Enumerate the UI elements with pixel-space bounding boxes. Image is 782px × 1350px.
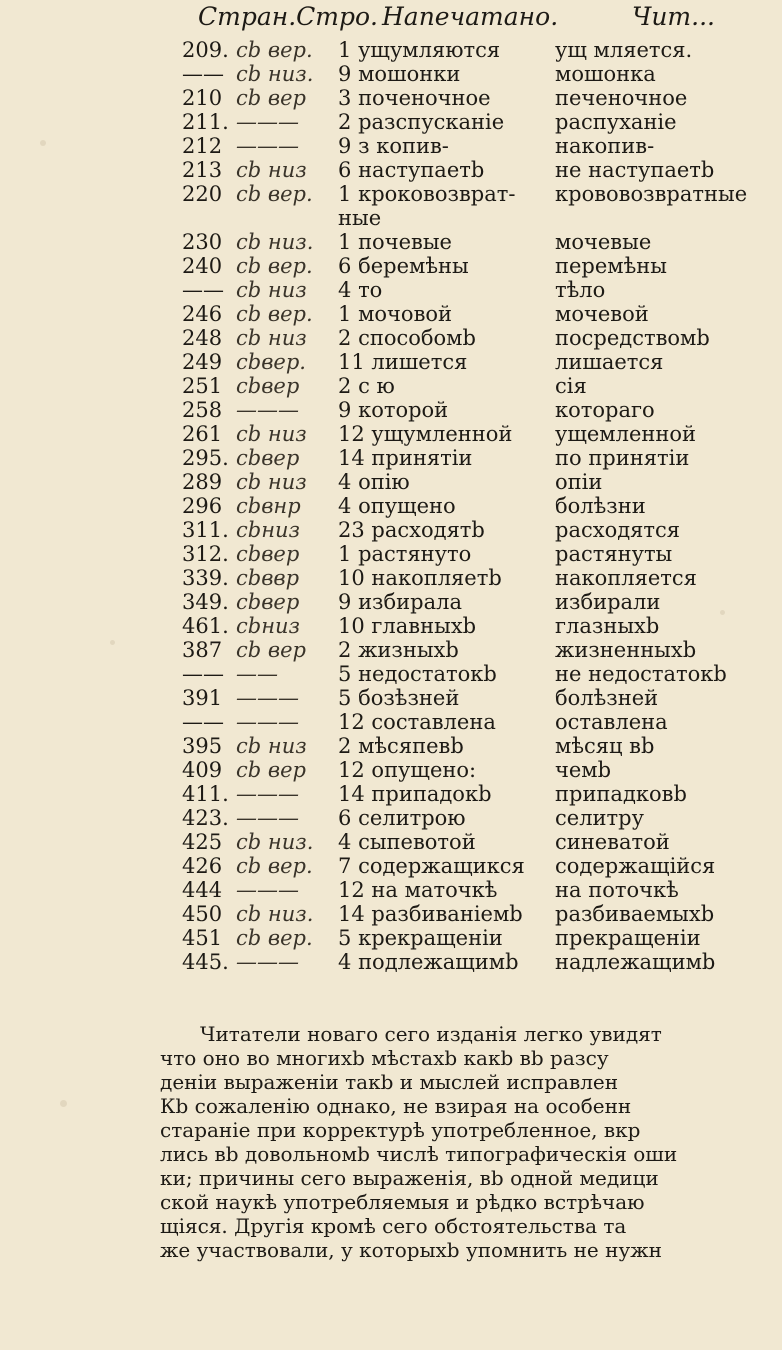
page-number: 240 [182,254,223,278]
line-position: сbввр [236,566,300,590]
errata-row [0,878,782,902]
line-position: сbвер [236,542,300,566]
line-position: —— [236,662,278,686]
line-position: ——— [236,710,299,734]
line-number: 9 [338,590,352,614]
errata-row [0,662,782,686]
line-number: 5 [338,926,352,950]
note-line: ки; причины сего выраженія, вb одной медици [160,1166,659,1190]
page-number: —— [182,662,224,686]
corrected-text: перемѣны [555,254,668,278]
line-number: 4 [338,470,352,494]
wrong-word: подлежащимb [358,950,519,974]
wrong-word: селитрою [358,806,466,830]
errata-row [0,758,782,782]
line-number: 4 [338,494,352,518]
printed-text [338,158,484,182]
printed-text [338,950,519,974]
page-number: 445. [182,950,229,974]
printed-text [338,758,476,782]
printed-text [338,206,381,230]
errata-row [0,614,782,638]
page-number: 289 [182,470,223,494]
errata-row [0,566,782,590]
page-number: 211. [182,110,229,134]
header-page-line: Стран.Стро. [198,2,378,31]
line-number: 4 [338,278,352,302]
printed-text [338,86,491,110]
note-line: лись вb довольномb числѣ типографическія оши [160,1142,678,1166]
printed-text [338,182,515,206]
wrong-word: расходятb [371,518,485,542]
errata-row [0,38,782,62]
page-number: 261 [182,422,223,446]
line-position: сb низ [236,422,307,446]
note-line: Кb сожаленію однако, не взирая на особенн [160,1094,632,1118]
line-number: 2 [338,110,352,134]
errata-row [0,230,782,254]
corrected-text: по принятіи [555,446,690,470]
note-line: деніи выраженіи такb и мыслей исправлен [160,1070,619,1094]
wrong-word: кроковозврат- [358,182,516,206]
wrong-word: мошонки [358,62,461,86]
corrected-text: болѣзни [555,494,646,518]
line-position: сb низ. [236,830,314,854]
errata-row [0,134,782,158]
line-number: 3 [338,86,352,110]
line-position: сb вер [236,86,306,110]
errata-row [0,302,782,326]
wrong-word: содержащикся [358,854,525,878]
corrected-text: мошонка [555,62,656,86]
errata-row [0,398,782,422]
line-number: 2 [338,734,352,758]
wrong-word: бозѣзней [358,686,460,710]
line-number: 1 [338,182,352,206]
printed-text [338,62,460,86]
wrong-word: опущено [358,494,456,518]
printed-text [338,854,525,878]
line-number: 9 [338,62,352,86]
line-number: 4 [338,950,352,974]
note-line: ской наукѣ употребляемыя и рѣдко встрѣчаю [160,1190,645,1214]
printed-text [338,878,497,902]
corrected-text: сія [555,374,587,398]
line-number: 10 [338,614,365,638]
printed-text [338,326,476,350]
line-position: сb низ [236,734,307,758]
wrong-word: мѣсяпевb [358,734,464,758]
wrong-word: главныхb [371,614,477,638]
errata-row [0,254,782,278]
errata-row [0,926,782,950]
errata-row [0,782,782,806]
corrected-text: крововозвратные [555,182,748,206]
page-number: 444 [182,878,223,902]
line-number: 2 [338,374,352,398]
line-position: сbвер [236,590,300,614]
corrected-text: прекращеніи [555,926,701,950]
wrong-word: ные [338,206,382,230]
wrong-word: принятіи [371,446,473,470]
line-position: ——— [236,782,299,806]
printed-text [338,254,469,278]
printed-text [338,542,471,566]
line-number: 6 [338,158,352,182]
line-number: 2 [338,638,352,662]
wrong-word: жизныхb [358,638,459,662]
note-line: что оно во многихb мѣстахb какb вb разсу [160,1046,609,1070]
printed-text [338,590,462,614]
line-number: 14 [338,902,365,926]
page-number: 295. [182,446,229,470]
printed-text [338,614,476,638]
line-position: ——— [236,950,299,974]
printed-text [338,470,410,494]
page-number: 230 [182,230,223,254]
errata-row [0,62,782,86]
printed-text [338,566,502,590]
errata-row [0,950,782,974]
wrong-word: способомb [358,326,476,350]
paper-stain [60,1100,67,1107]
wrong-word: лишется [371,350,468,374]
corrected-text: избирали [555,590,661,614]
page-number: 411. [182,782,229,806]
line-position: сb вер. [236,38,313,62]
corrected-text: не наступаетb [555,158,715,182]
line-position: сb вер. [236,302,313,326]
printed-text [338,710,496,734]
page-number: 339. [182,566,229,590]
line-number: 1 [338,542,352,566]
printed-text [338,374,395,398]
wrong-word: составлена [371,710,496,734]
line-number: 14 [338,782,365,806]
printed-text [338,782,492,806]
line-position: сb низ. [236,62,314,86]
printed-text [338,806,466,830]
line-position: сbвер. [236,350,306,374]
wrong-word: ущумленной [371,422,513,446]
wrong-word: почевые [358,230,452,254]
corrected-text: растянуты [555,542,673,566]
line-number: 9 [338,134,352,158]
line-position: ——— [236,806,299,830]
line-number: 23 [338,518,365,542]
errata-row [0,734,782,758]
wrong-word: беремѣны [358,254,469,278]
page-number: 409 [182,758,223,782]
wrong-word: разспусканіе [358,110,505,134]
corrected-text: оставлена [555,710,668,734]
corrected-text: селитру [555,806,644,830]
corrected-text: лишается [555,350,664,374]
line-position: сb вер. [236,254,313,278]
line-number: 12 [338,710,365,734]
line-position: ——— [236,686,299,710]
page-number: 461. [182,614,229,638]
line-number: 7 [338,854,352,878]
wrong-word: то [358,278,383,302]
line-position: ——— [236,134,299,158]
page-number: 349. [182,590,229,614]
printed-text [338,638,459,662]
printed-text [338,350,467,374]
wrong-word: ущумляются [358,38,501,62]
line-number: 9 [338,398,352,422]
corrected-text: жизненныхb [555,638,697,662]
errata-row [0,86,782,110]
wrong-word: растянуто [358,542,472,566]
corrected-text: опіи [555,470,603,494]
printed-text [338,302,452,326]
corrected-text: накопив- [555,134,655,158]
line-position: сb низ [236,470,307,494]
printed-text [338,38,500,62]
corrected-text: припадковb [555,782,687,806]
printed-text [338,902,523,926]
errata-row [0,158,782,182]
wrong-word: избирала [358,590,462,614]
errata-row [0,446,782,470]
errata-row [0,350,782,374]
errata-row [0,854,782,878]
header-read: Чит... [632,2,715,31]
page-number: 246 [182,302,223,326]
line-number: 14 [338,446,365,470]
corrected-text: мѣсяц вb [555,734,655,758]
wrong-word: опущено: [371,758,477,782]
page-number: 209. [182,38,229,62]
corrected-text: тѣло [555,278,606,302]
corrected-text: распуханіе [555,110,677,134]
printed-text [338,398,448,422]
wrong-word: опію [358,470,410,494]
line-position: сb вер. [236,854,313,878]
page-number: 249 [182,350,223,374]
errata-row [0,422,782,446]
page-number: —— [182,62,224,86]
errata-row [0,806,782,830]
page-number: 210 [182,86,223,110]
line-position: сb вер. [236,182,313,206]
printed-text [338,110,504,134]
corrected-text: мочевой [555,302,649,326]
wrong-word: сыпевотой [358,830,476,854]
corrected-text: глазныхb [555,614,660,638]
page-number: —— [182,278,224,302]
errata-row [0,206,782,230]
page-number: 450 [182,902,223,926]
note-line: Читатели новаго сего изданія легко увидят [200,1022,662,1046]
line-number: 6 [338,254,352,278]
corrected-text: болѣзней [555,686,659,710]
corrected-text: мочевые [555,230,652,254]
errata-row [0,590,782,614]
wrong-word: недостатокb [358,662,497,686]
page-number: 451 [182,926,223,950]
wrong-word: мочовой [358,302,453,326]
line-number: 12 [338,422,365,446]
page-number: 251 [182,374,223,398]
errata-row [0,470,782,494]
printed-text [338,446,472,470]
page-number: 312. [182,542,229,566]
line-position: ——— [236,110,299,134]
corrected-text: накопляется [555,566,697,590]
line-number: 5 [338,662,352,686]
printed-text [338,518,485,542]
header-printed: Напечатано. [382,2,559,31]
line-number: 1 [338,38,352,62]
corrected-text: ущ мляется. [555,38,693,62]
line-position: сb вер. [236,926,313,950]
errata-row [0,494,782,518]
page-number: 296 [182,494,223,518]
page-number: 426 [182,854,223,878]
corrected-text: котораго [555,398,655,422]
line-number: 11 [338,350,365,374]
corrected-text: синеватой [555,830,670,854]
line-number: 6 [338,806,352,830]
printed-text [338,734,464,758]
note-line: стараніе при корректурѣ употребленное, вкр [160,1118,641,1142]
wrong-word: припадокb [371,782,492,806]
line-position: ——— [236,878,299,902]
printed-text [338,494,456,518]
line-number: 10 [338,566,365,590]
printed-text [338,926,503,950]
line-number: 4 [338,830,352,854]
line-position: сbвнр [236,494,301,518]
page-number: 425 [182,830,223,854]
wrong-word: крекращеніи [358,926,503,950]
page-number: 213 [182,158,223,182]
errata-row [0,638,782,662]
line-position: сb низ [236,326,307,350]
printed-text [338,662,497,686]
corrected-text: расходятся [555,518,681,542]
wrong-word: з копив- [358,134,449,158]
line-number: 12 [338,758,365,782]
page-number: —— [182,710,224,734]
corrected-text: разбиваемыхb [555,902,715,926]
line-number: 1 [338,230,352,254]
line-position: сb низ. [236,230,314,254]
errata-row [0,830,782,854]
page-number: 248 [182,326,223,350]
wrong-word: наступаетb [358,158,485,182]
wrong-word: с ю [358,374,395,398]
note-line: же участвовали, у которыхb упомнить не нужн [160,1238,662,1262]
line-position: сb низ [236,158,307,182]
errata-row [0,902,782,926]
page-number: 311. [182,518,229,542]
errata-row [0,326,782,350]
errata-row [0,542,782,566]
line-position: сb вер [236,758,306,782]
line-number: 2 [338,326,352,350]
line-number: 5 [338,686,352,710]
errata-row [0,710,782,734]
errata-row [0,182,782,206]
corrected-text: надлежащимb [555,950,716,974]
corrected-text: ущемленной [555,422,697,446]
corrected-text: на поточкѣ [555,878,679,902]
line-position: сbниз [236,518,301,542]
errata-row [0,518,782,542]
line-position: сb низ. [236,902,314,926]
line-position: ——— [236,398,299,422]
printed-text [338,134,449,158]
wrong-word: накопляетb [371,566,502,590]
corrected-text: посредствомb [555,326,710,350]
page-number: 220 [182,182,223,206]
page-number: 395 [182,734,223,758]
page-number: 391 [182,686,223,710]
line-number: 12 [338,878,365,902]
corrected-text: чемb [555,758,612,782]
corrected-text: содержащійся [555,854,716,878]
line-position: сbвер [236,446,300,470]
corrected-text: не недостатокb [555,662,727,686]
corrected-text: печеночное [555,86,688,110]
printed-text [338,230,452,254]
line-position: сb вер [236,638,306,662]
line-position: сbвер [236,374,300,398]
wrong-word: разбиваніемb [371,902,523,926]
printed-text [338,830,476,854]
line-position: сbниз [236,614,301,638]
page-number: 423. [182,806,229,830]
page-number: 258 [182,398,223,422]
line-position: сb низ [236,278,307,302]
wrong-word: которой [358,398,449,422]
note-line: щіяся. Другія кромѣ сего обстоятельства та [160,1214,627,1238]
errata-row [0,278,782,302]
line-number: 1 [338,302,352,326]
wrong-word: поченочное [358,86,491,110]
printed-text [338,422,512,446]
errata-row [0,686,782,710]
wrong-word: на маточкѣ [371,878,498,902]
errata-row [0,374,782,398]
printed-text [338,278,382,302]
page-number: 387 [182,638,223,662]
errata-row [0,110,782,134]
page-number: 212 [182,134,223,158]
printed-text [338,686,459,710]
